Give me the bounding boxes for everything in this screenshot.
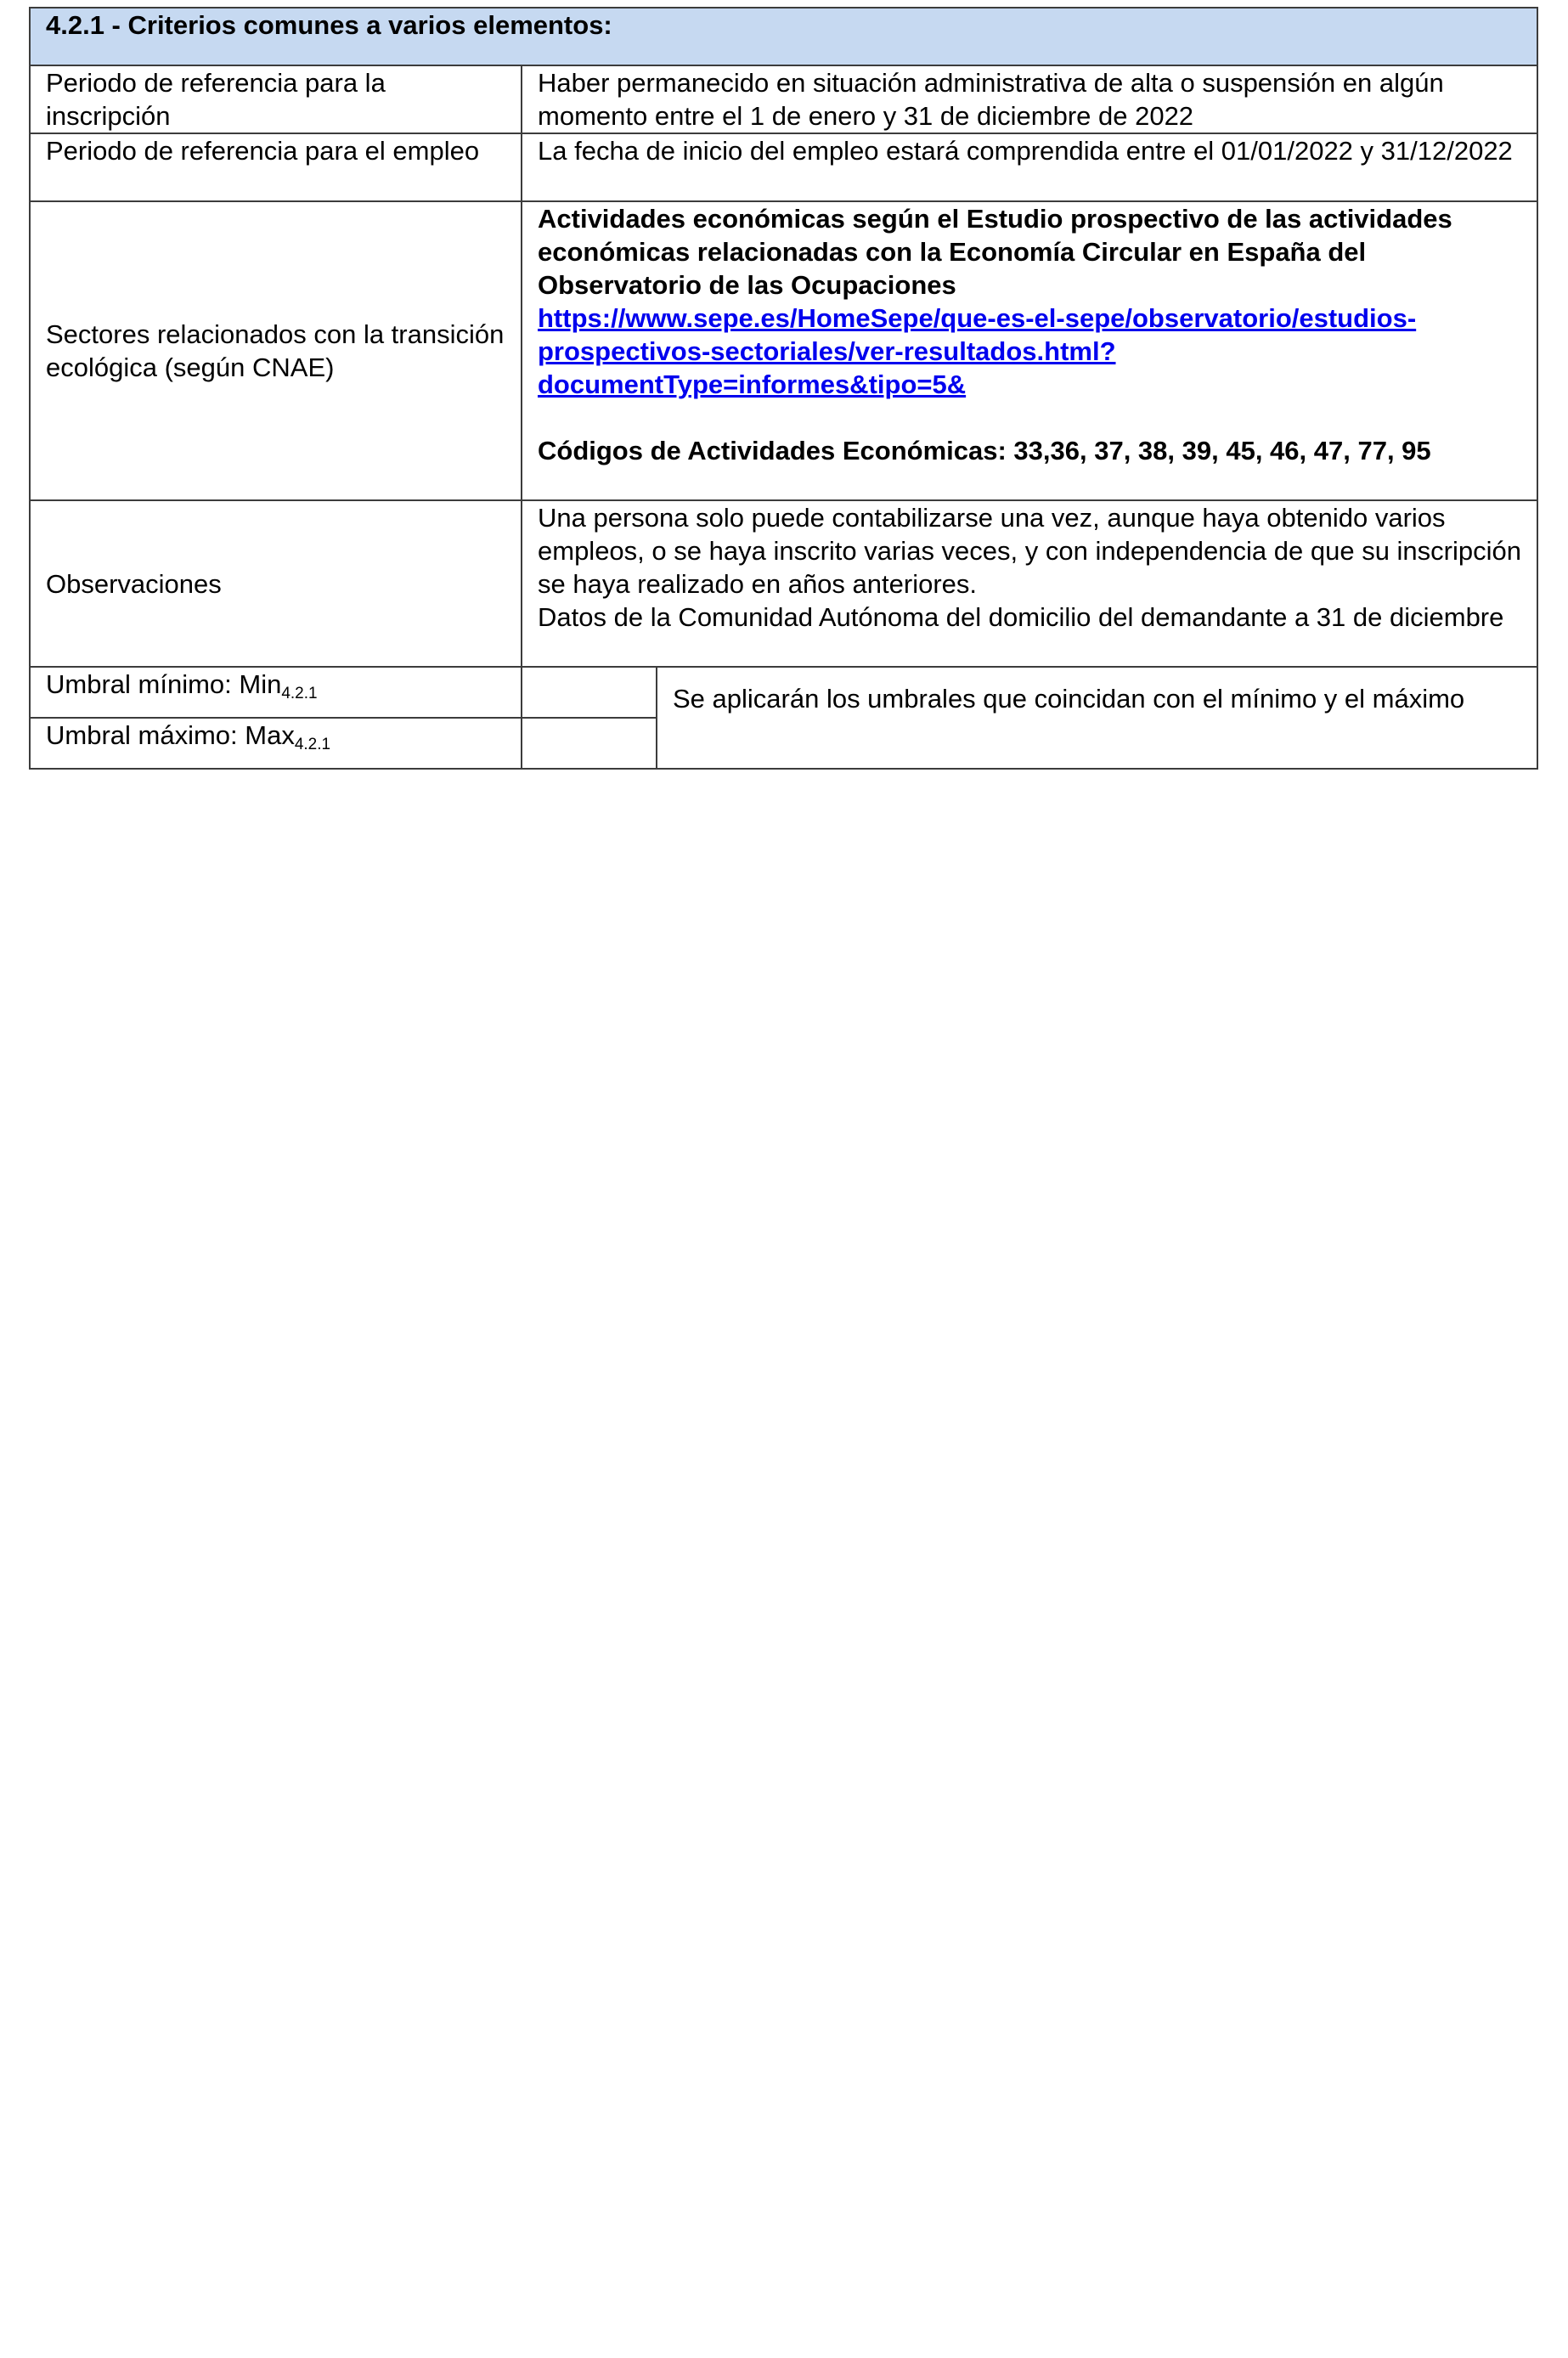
activity-codes: Códigos de Actividades Económicas: 33,36, 37, 38, 39, 45, 46, 47, 77, 95 bbox=[538, 436, 1431, 465]
observaciones-text-1: Una persona solo puede contabilizarse una vez, aunque haya obtenido varios empleos, o se haya inscrito varias veces, y con independencia de que su inscripción se haya realizado en años anteriores. bbox=[538, 503, 1521, 599]
min-threshold-value bbox=[522, 667, 657, 718]
spacer bbox=[538, 401, 1521, 434]
row-value-periodo-empleo: La fecha de inicio del empleo estará comprendida entre el 01/01/2022 y 31/12/2022 bbox=[522, 133, 1537, 201]
row-label-sectores: Sectores relacionados con la transición ecológica (según CNAE) bbox=[30, 201, 522, 500]
max-threshold-subscript: 4.2.1 bbox=[294, 736, 331, 753]
table-row bbox=[30, 65, 1537, 133]
sepe-report-link[interactable]: https://www.sepe.es/HomeSepe/que-es-el-sepe/observatorio/estudios-prospectivos-sectoriales/ver-resultados.html?documentType=informes&tipo=5& bbox=[538, 303, 1417, 399]
row-label-periodo-empleo: Periodo de referencia para el empleo bbox=[30, 133, 522, 201]
criteria-table bbox=[29, 7, 1538, 770]
min-threshold-subscript: 4.2.1 bbox=[281, 685, 318, 702]
row-label-periodo-inscripcion: Periodo de referencia para la inscripción bbox=[30, 65, 522, 133]
table-header-row bbox=[30, 8, 1537, 65]
max-threshold-value bbox=[522, 718, 657, 769]
table-row bbox=[30, 500, 1537, 667]
observaciones-text-2: Datos de la Comunidad Autónoma del domicilio del demandante a 31 de diciembre bbox=[538, 602, 1504, 632]
table-row bbox=[30, 133, 1537, 201]
table-row bbox=[30, 667, 1537, 718]
min-threshold-label bbox=[30, 667, 522, 718]
row-value-periodo-inscripcion: Haber permanecido en situación administrativa de alta o suspensión en algún momento entre el 1 de enero y 31 de diciembre de 2022 bbox=[522, 65, 1537, 133]
row-value-observaciones bbox=[522, 500, 1537, 667]
threshold-note: Se aplicarán los umbrales que coincidan con el mínimo y el máximo bbox=[657, 667, 1537, 769]
max-threshold-text: Umbral máximo: Max bbox=[46, 720, 295, 750]
section-title: 4.2.1 - Criterios comunes a varios elementos: bbox=[30, 8, 1537, 65]
max-threshold-label bbox=[30, 718, 522, 769]
sectores-heading: Actividades económicas según el Estudio prospectivo de las actividades económicas relacionadas con la Economía Circular en España del Observatorio de las Ocupaciones bbox=[538, 204, 1452, 300]
row-value-sectores bbox=[522, 201, 1537, 500]
min-threshold-text: Umbral mínimo: Min bbox=[46, 669, 282, 699]
row-label-observaciones: Observaciones bbox=[30, 500, 522, 667]
table-row bbox=[30, 201, 1537, 500]
